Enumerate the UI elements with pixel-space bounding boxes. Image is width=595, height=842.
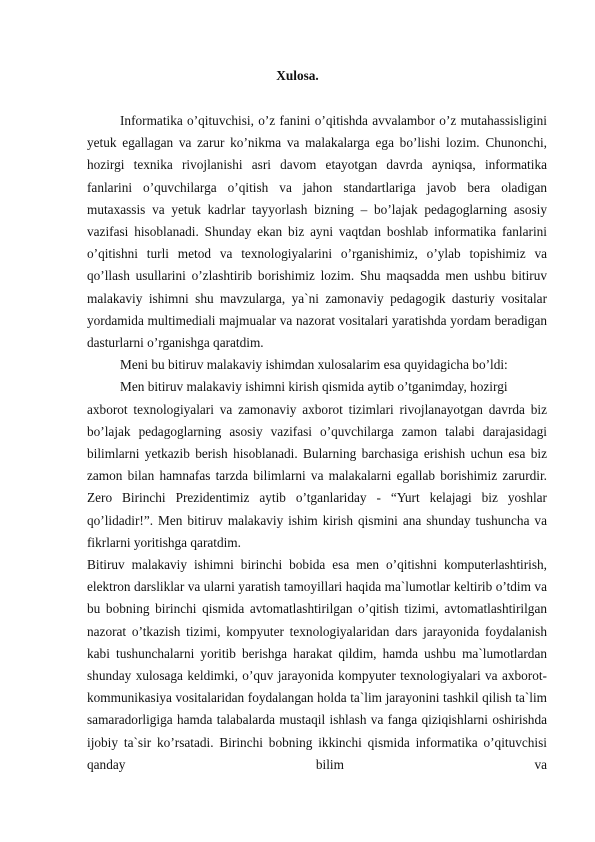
document-title: Xulosa. — [276, 68, 319, 83]
paragraph-conclusions-lead: Meni bu bitiruv malakaviy ishimdan xulosalarim esa quyidagicha bo’ldi: — [120, 357, 508, 373]
paragraph-chapter-one-summary: Bitiruv malakaviy ishimni birinchi bobida esa men o’qitishni komputerlashtirish, elektron darsliklar va ularni yaratish tamoyillari haqida ma`lumotlar keltirib o’tdim va bu bobning birinchi qismida avtomatlashtirilgan o’qitish tizimi, avtomatlashtirilgan nazorat o’tkazish tizimi, kompyuter texnologiyalaridan dars jarayonida foydalanish kabi tushunchalarni yoritib berishga harakat qildim, hamda ushbu ma`lumotlardan shunday xulosaga keldimki, o’quv jarayonida kompyuter texnologiyalari va axborot-kommunikasiya vositalaridan foydalangan holda ta`lim jarayonini tashkil qilish ta`lim samaradorligiga hamda talabalarda mustaqil ishlash va fanga qiziqishlarni oshirishda ijobiy ta`sir ko’rsatadi. Birinchi bobning ikkinchi qismida informatika o’qituvchisi qanday bilim va — [87, 557, 547, 772]
paragraph-intro: Informatika o’qituvchisi, o’z fanini o’qitishda avvalambor o’z mutahassisligini yetuk egallagan va zarur ko’nikma va malakalarga ega bo’lishi lozim. Chunonchi, hozirgi texnika rivojlanishi asri davom etayotgan davrda ayniqsa, informatika fanlarini o’quvchilarga o’qitish va jahon standartlariga javob bera oladigan mutaxassis va yetuk kadrlar tayyorlash bizning – bo’lajak pedagoglarning asosiy vazifasi hisoblanadi. Shunday ekan biz ayni vaqtdan boshlab informatika fanlarini o’qitishni turli metod va texnologiyalarini o’rganishimiz, o’ylab topishimiz va qo’llash usullarini o’zlashtirib borishimiz lozim. Shu maqsadda men ushbu bitiruv malakaviy ishimni shu mavzularga, ya`ni zamonaviy pedagogik dasturiy vositalar yordamida multimediali majmualar va nazorat vositalari yaratishda yordam beradigan dasturlarni o’rganishga qaratdim. — [87, 113, 547, 351]
paragraph-introduction-summary-start: Men bitiruv malakaviy ishimni kirish qismida aytib o’tganimday, hozirgi — [120, 379, 508, 395]
document-body — [87, 110, 547, 776]
paragraph-introduction-summary: axborot texnologiyalari va zamonaviy axborot tizimlari rivojlanayotgan davrda biz bo’lajak pedagoglarning asosiy vazifasi o’quvchilarga zamon talabi darajasidagi bilimlarni yetkazib berish hisoblanadi. Bularning barchasiga erishish uchun esa biz zamon bilan hamnafas tarzda bilimlarni va malakalarni egallab borishimiz zarurdir. Zero Birinchi Prezidentimiz aytib o’tganlariday - “Yurt kelajagi biz yoshlar qo’lidadir!”. Men bitiruv malakaviy ishim kirish qismini ana shunday tushuncha va fikrlarni yoritishga qaratdim. — [87, 401, 547, 550]
